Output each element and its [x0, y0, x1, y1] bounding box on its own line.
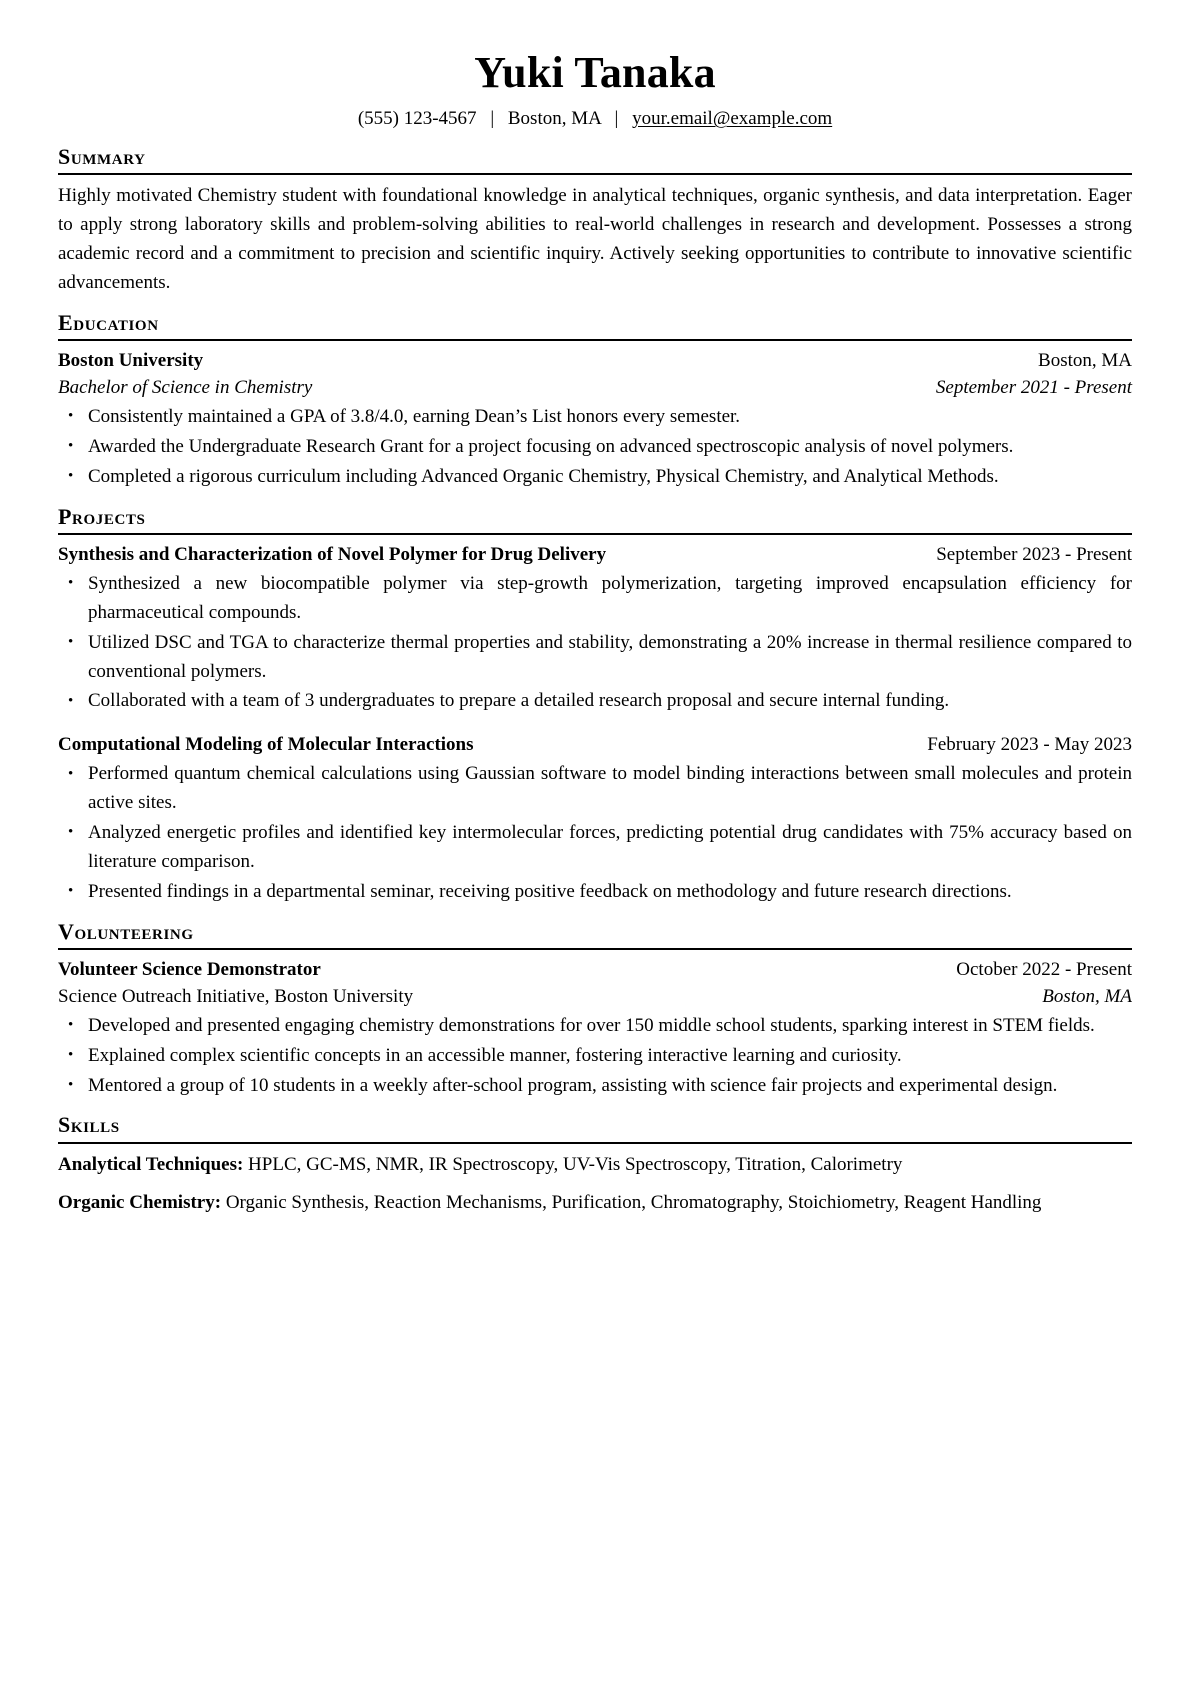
section-rule — [58, 533, 1132, 535]
volunteering-entry-subheader — [58, 984, 1132, 1011]
list-item: • Presented findings in a departmental seminar, receiving positive feedback on methodology and future research directions. — [58, 878, 1132, 907]
skill-group — [58, 1189, 1132, 1218]
project-bullet-list — [58, 760, 1132, 906]
institution-name: Boston University — [58, 350, 204, 372]
volunteer-role: Volunteer Science Demonstrator — [58, 958, 321, 980]
section-title-summary: Summary — [58, 143, 146, 169]
section-title-volunteering: Volunteering — [58, 918, 194, 944]
section-title-education: Education — [58, 309, 159, 335]
volunteer-organization: Science Outreach Initiative, Boston University — [58, 985, 414, 1007]
skill-items: Organic Synthesis, Reaction Mechanisms, Purification, Chromatography, Stoichiometry, Reagent Handling — [225, 1191, 1042, 1213]
project-dates: February 2023 - May 2023 — [927, 734, 1132, 756]
project-entry — [58, 732, 1132, 906]
section-rule — [58, 339, 1132, 341]
section-projects — [58, 504, 1132, 907]
list-item: • Synthesized a new biocompatible polymer via step-growth polymerization, targeting improved encapsulation efficiency for pharmaceutical compounds. — [58, 570, 1132, 628]
section-volunteering — [58, 919, 1132, 1101]
email-link[interactable]: your.email@example.com — [632, 108, 833, 130]
contact-separator: | — [614, 108, 619, 130]
education-bullet-list — [58, 403, 1132, 492]
candidate-name: Yuki Tanaka — [474, 48, 716, 97]
summary-text: Highly motivated Chemistry student with foundational knowledge in analytical techniques, organic synthesis, and data interpretation. Eager to apply strong laboratory skills and problem-solving abilities to real-world challenges in research and development. Possesses a strong academic record and a commitment to precision and scientific inquiry. Actively seeking opportunities to contribute to innovative scientific advancements. — [58, 185, 1132, 293]
education-entry — [58, 348, 1132, 492]
list-item: • Collaborated with a team of 3 undergraduates to prepare a detailed research proposal and secure internal funding. — [58, 687, 1132, 716]
list-item: • Completed a rigorous curriculum including Advanced Organic Chemistry, Physical Chemistry, and Analytical Methods. — [58, 463, 1132, 492]
section-rule — [58, 173, 1132, 175]
list-item: • Developed and presented engaging chemistry demonstrations for over 150 middle school students, sparking interest in STEM fields. — [58, 1012, 1132, 1041]
skill-category-label: Analytical Techniques: — [58, 1153, 249, 1175]
volunteering-entry-header — [58, 957, 1132, 984]
list-item: • Explained complex scientific concepts in an accessible manner, fostering interactive learning and curiosity. — [58, 1042, 1132, 1071]
education-entry-subheader — [58, 375, 1132, 402]
list-item: • Awarded the Undergraduate Research Grant for a project focusing on advanced spectroscopic analysis of novel polymers. — [58, 433, 1132, 462]
volunteering-entry — [58, 957, 1132, 1101]
skill-items: HPLC, GC-MS, NMR, IR Spectroscopy, UV-Vis Spectroscopy, Titration, Calorimetry — [248, 1153, 903, 1175]
project-entry — [58, 542, 1132, 716]
section-rule — [58, 1142, 1132, 1144]
project-entry-header — [58, 542, 1132, 569]
project-title: Computational Modeling of Molecular Interactions — [58, 734, 474, 756]
education-dates: September 2021 - Present — [935, 377, 1132, 399]
phone-number: (555) 123-4567 — [357, 108, 477, 130]
contact-line — [58, 107, 1132, 132]
volunteer-location: Boston, MA — [1042, 985, 1132, 1007]
contact-separator: | — [490, 108, 495, 130]
institution-location: Boston, MA — [1038, 350, 1132, 372]
contact-location: Boston, MA — [507, 108, 601, 130]
section-rule — [58, 948, 1132, 950]
education-entry-header — [58, 348, 1132, 375]
list-item: • Mentored a group of 10 students in a weekly after-school program, assisting with science fair projects and experimental design. — [58, 1072, 1132, 1101]
project-entry-header — [58, 732, 1132, 759]
degree-title: Bachelor of Science in Chemistry — [58, 377, 313, 399]
section-title-projects: Projects — [58, 503, 146, 529]
list-item: • Utilized DSC and TGA to characterize thermal properties and stability, demonstrating a 20% increase in thermal resilience compared to conventional polymers. — [58, 629, 1132, 687]
list-item: • Performed quantum chemical calculations using Gaussian software to model binding interactions between small molecules and protein active sites. — [58, 760, 1132, 818]
skill-group — [58, 1151, 1132, 1180]
section-education — [58, 310, 1132, 492]
section-summary — [58, 144, 1132, 298]
list-item: • Analyzed energetic profiles and identified key intermolecular forces, predicting potential drug candidates with 75% accuracy based on literature comparison. — [58, 819, 1132, 877]
section-skills — [58, 1112, 1132, 1217]
section-title-skills: Skills — [58, 1112, 120, 1138]
resume-header — [58, 48, 1132, 132]
list-item: • Consistently maintained a GPA of 3.8/4.0, earning Dean’s List honors every semester. — [58, 403, 1132, 432]
project-title: Synthesis and Characterization of Novel Polymer for Drug Delivery — [58, 543, 607, 565]
project-bullet-list — [58, 570, 1132, 716]
project-dates: September 2023 - Present — [936, 543, 1132, 565]
volunteer-dates: October 2022 - Present — [956, 958, 1132, 980]
volunteering-bullet-list — [58, 1012, 1132, 1101]
skill-category-label: Organic Chemistry: — [58, 1191, 226, 1213]
